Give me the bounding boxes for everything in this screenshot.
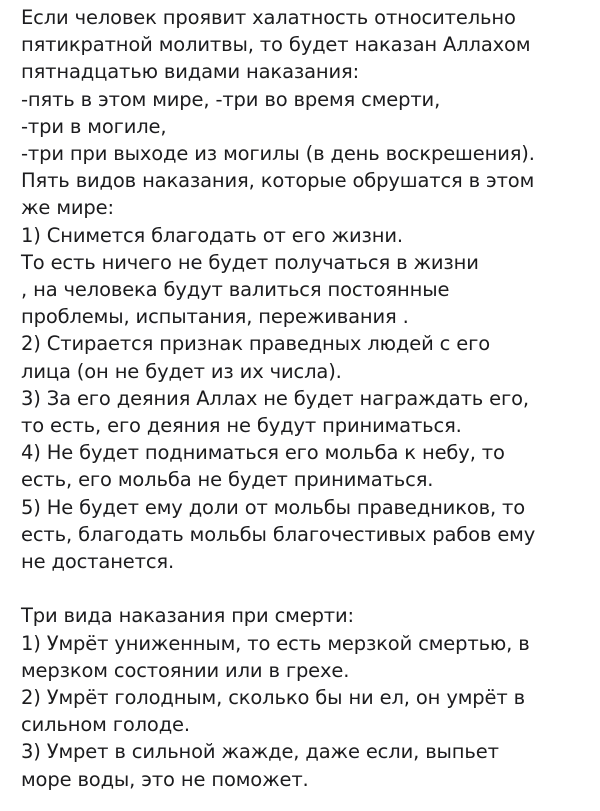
text-line: 3) За его деяния Аллах не будет награждать его, [21,386,529,410]
text-line: Если человек проявит халатность относительно [21,6,516,29]
text-line: то есть, его деяния не будут приниматься. [21,414,462,438]
text-line: -три при выходе из могилы (в день воскрешения). [21,142,535,166]
text-line: То есть ничего не будет получаться в жизни [21,250,479,274]
text-line: есть, благодать мольбы благочестивых рабов ему [21,522,536,546]
text-line: 2) Умрёт голодным, сколько бы ни ел, он умрёт в [21,686,525,710]
text-line: -пять в этом мире, -три во время смерти, [21,87,441,111]
text-line: не достанется. [21,550,175,574]
text-line: море воды, это не поможет. [21,767,309,791]
section-heading: Три вида наказания при смерти: [21,604,354,628]
text-line: лица (он не будет из их числа). [21,359,342,383]
intro-section [21,4,596,575]
text-line: проблемы, испытания, переживания . [21,305,409,329]
text-line: же мире: [21,196,114,220]
text-line: есть, его мольба не будет приниматься. [21,468,434,492]
text-line: , на человека будут валиться постоянные [21,278,450,302]
text-line: мерзком состоянии или в грехе. [21,658,350,682]
text-line: 3) Умрет в сильной жажде, даже если, выпьет [21,740,499,764]
text-line: 5) Не будет ему доли от мольбы праведников, то [21,495,526,519]
document-text [21,4,596,793]
text-line: пятнадцатью видами наказания: [21,60,360,84]
text-line: -три в могиле, [21,114,167,138]
text-line: 1) Снимется благодать от его жизни. [21,223,403,247]
text-line: 1) Умрёт униженным, то есть мерзкой смертью, в [21,631,530,655]
text-line: Пять видов наказания, которые обрушатся в этом [21,169,535,193]
paragraph-spacer [21,575,596,602]
text-line: 2) Стирается признак праведных людей с его [21,332,490,356]
text-line: пятикратной молитвы, то будет наказан Аллахом [21,33,531,57]
death-section [21,602,596,792]
text-line: 4) Не будет подниматься его мольба к небу, то [21,441,505,465]
text-line: сильном голоде. [21,713,190,737]
